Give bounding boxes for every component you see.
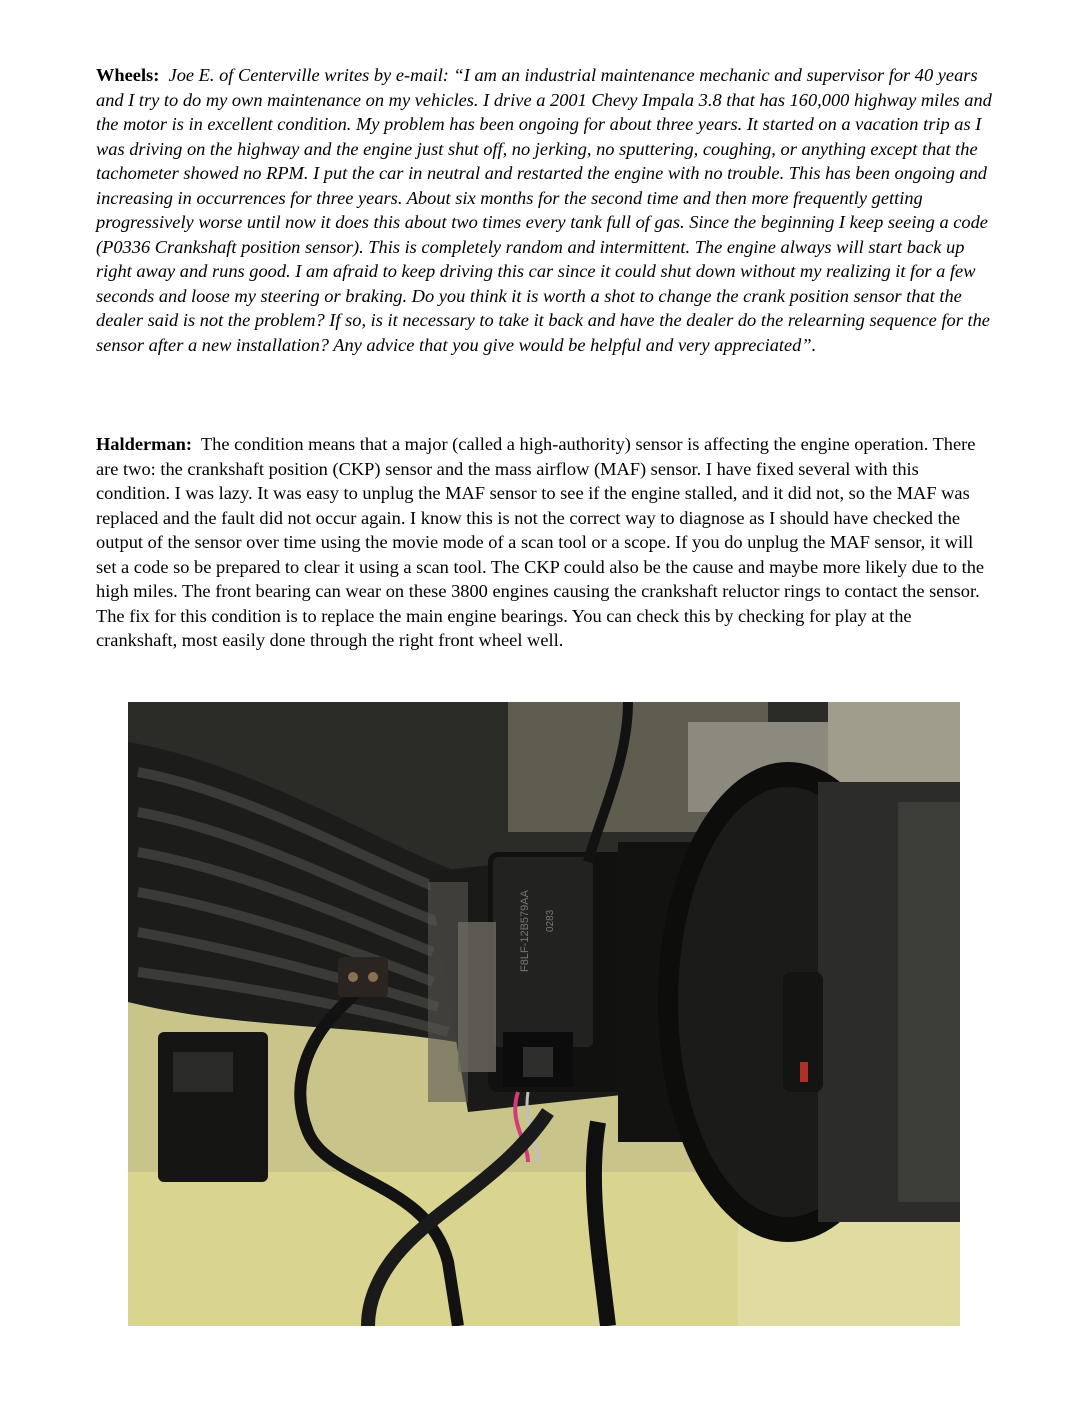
wheels-question-text: Joe E. of Centerville writes by e-mail: “I am an industrial maintenance mechanic and supervisor for 40 years and I try to do my own maintenance on my vehicles. I drive a 2001 Chevy Impala 3.8 that has 160,000 highway miles and the motor is in excellent condition. My problem has been ongoing for about three years. It started on a vacation trip as I was driving on the highway and the engine just shut off, no jerking, no sputtering, coughing, or anything except that the tachometer showed no RPM. I put the car in neutral and restarted the engine with no trouble. This has been ongoing and increasing in occurrences for three years. About six months for the second time and then more frequently getting progressively worse until now it does this about two times every tank full of gas. Since the beginning I keep seeing a code (P0336 Crankshaft position sensor). This is completely random and intermittent. The engine always will start back up right away and runs good. I am afraid to keep driving this car since it could shut down without my realizing it for a few seconds and loose my steering or braking. Do you think it is worth a shot to change the crank position sensor that the dealer said is not the problem? If so, is it necessary to take it back and have the dealer do the relearning sequence for the sensor after a new installation? Any advice that you give would be helpful and very appreciated”. <box>96 65 992 355</box>
maf-serial: 0283 <box>545 909 556 932</box>
halderman-paragraph <box>96 432 996 653</box>
connector-plug <box>338 957 388 997</box>
halderman-answer-text: The condition means that a major (called a high-authority) sensor is affecting the engine operation. There are two: the crankshaft position (CKP) sensor and the mass airflow (MAF) sensor. I have fixed several with this condition. I was lazy. It was easy to unplug the MAF sensor to see if the engine stalled, and it did not, so the MAF was replaced and the fault did not occur again. I know this is not the correct way to diagnose as I should have checked the output of the sensor over time using the movie mode of a scan tool or a scope. If you do unplug the MAF sensor, it will set a code so be prepared to clear it using a scan tool. The CKP could also be the cause and maybe more likely due to the high miles. The front bearing can wear on these 3800 engines causing the crankshaft reluctor rings to contact the sensor. The fix for this condition is to replace the main engine bearings. You can check this by checking for play at the crankshaft, most easily done through the right front wheel well. <box>96 434 985 650</box>
engine-bay-photo <box>128 702 960 1326</box>
maf-part-number: F8LF-12B579AA <box>519 890 531 972</box>
hose-clamp <box>458 922 496 1072</box>
halderman-label: Halderman: <box>96 434 193 454</box>
wheels-paragraph <box>96 63 996 357</box>
wheels-label: Wheels: <box>96 65 160 85</box>
maf-sensor <box>488 852 628 1092</box>
